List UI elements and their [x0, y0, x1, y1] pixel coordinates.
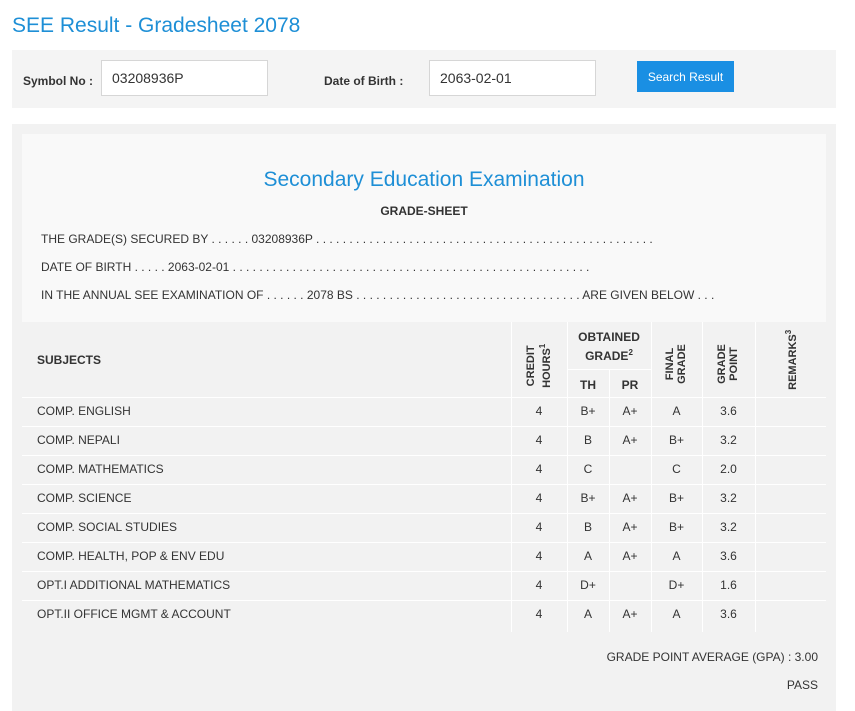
th-grade: B+	[580, 491, 596, 505]
pr-grade: A+	[622, 433, 638, 447]
final-grade: A	[672, 607, 681, 621]
dob-prefix: DATE OF BIRTH . . . . .	[41, 260, 165, 274]
secured-by-suffix: . . . . . . . . . . . . . . . . . . . . . . . . . . . . . . . . . . . . . . . . . . . . . . . . . . .	[316, 232, 653, 246]
th-grade: B+	[580, 404, 596, 418]
summary-area	[22, 632, 826, 711]
gradesheet-panel	[12, 124, 836, 711]
exam-suffix: . . . . . . . . . . . . . . . . . . . . . . . . . . . . . . . . . . ARE GIVEN BELOW . . .	[356, 288, 715, 302]
grade-point-header: GRADE POINT	[716, 344, 740, 384]
grade-point: 3.2	[720, 433, 737, 447]
final-grade-header: FINAL GRADE	[664, 344, 688, 384]
th-grade: D+	[580, 578, 596, 592]
page-title: SEE Result - Gradesheet 2078	[12, 14, 301, 37]
date-of-birth-input[interactable]	[429, 60, 596, 96]
pr-grade: A+	[622, 491, 638, 505]
credit-hours: 4	[535, 520, 543, 534]
grade-point: 3.6	[720, 607, 737, 621]
pr-grade: A+	[622, 549, 638, 563]
credit-hours: 4	[535, 491, 543, 505]
examination-line	[41, 288, 714, 302]
search-form	[12, 50, 836, 108]
credit-hours: 4	[535, 433, 543, 447]
subject-name: OPT.II OFFICE MGMT & ACCOUNT	[37, 607, 231, 621]
grade-point: 3.6	[720, 549, 737, 563]
gradesheet	[22, 134, 826, 711]
remarks-header: REMARKS$^3$	[784, 329, 799, 390]
grade-point: 3.6	[720, 404, 737, 418]
secured-by-value: 03208936P	[251, 232, 313, 246]
grade-point: 2.0	[720, 462, 737, 476]
final-grade: B+	[668, 491, 684, 505]
secured-by-prefix: THE GRADE(S) SECURED BY . . . . . .	[41, 232, 249, 246]
symbol-no-label: Symbol No :	[23, 74, 94, 88]
search-result-button[interactable]: Search Result	[637, 61, 734, 92]
subject-name: OPT.I ADDITIONAL MATHEMATICS	[37, 578, 231, 592]
exam-value: 2078 BS	[306, 288, 353, 302]
th-grade: C	[583, 462, 593, 476]
th-grade: A	[583, 549, 592, 563]
symbol-no-input[interactable]	[101, 60, 268, 96]
final-grade: B+	[668, 433, 684, 447]
final-grade: C	[672, 462, 681, 476]
subject-name: COMP. HEALTH, POP & ENV EDU	[37, 549, 225, 563]
subject-name: COMP. NEPALI	[37, 433, 120, 447]
credit-hours: 4	[535, 404, 543, 418]
credit-hours: 4	[535, 578, 543, 592]
date-of-birth-label: Date of Birth :	[324, 74, 404, 88]
secured-by-line	[41, 232, 653, 246]
obtained-grade-header: OBTAINED GRADE$^2$	[578, 330, 640, 363]
credit-hours: 4	[535, 549, 543, 563]
grade-point: 3.2	[720, 491, 737, 505]
pr-grade: A+	[622, 520, 638, 534]
credit-hours-header: CREDIT HOURS$^1$	[525, 343, 553, 388]
subject-name: COMP. ENGLISH	[37, 404, 131, 418]
result-status: PASS	[786, 678, 818, 692]
sheet-title: Secondary Education Examination	[263, 168, 585, 191]
credit-hours: 4	[535, 607, 543, 621]
date-of-birth-line	[41, 260, 589, 274]
th-grade: B	[583, 433, 592, 447]
final-grade: D+	[668, 578, 685, 592]
final-grade: A	[672, 404, 681, 418]
dob-suffix: . . . . . . . . . . . . . . . . . . . . . . . . . . . . . . . . . . . . . . . . . . . . . . . . . . . . . .	[232, 260, 590, 274]
th-grade: A	[583, 607, 592, 621]
subject-name: COMP. SOCIAL STUDIES	[37, 520, 178, 534]
subject-name: COMP. SCIENCE	[37, 491, 132, 505]
th-header: TH	[580, 378, 596, 392]
exam-prefix: IN THE ANNUAL SEE EXAMINATION OF . . . . . .	[41, 288, 304, 302]
final-grade: B+	[668, 520, 684, 534]
pr-header: PR	[621, 378, 639, 392]
sheet-subtitle: GRADE-SHEET	[380, 204, 468, 218]
grade-point: 1.6	[720, 578, 737, 592]
gpa-text: GRADE POINT AVERAGE (GPA) : 3.00	[606, 650, 818, 664]
final-grade: A	[672, 549, 681, 563]
pr-grade: A+	[622, 607, 638, 621]
th-grade: B	[583, 520, 592, 534]
subjects-header: SUBJECTS	[37, 353, 102, 367]
pr-grade: A+	[622, 404, 638, 418]
subject-name: COMP. MATHEMATICS	[37, 462, 164, 476]
dob-value: 2063-02-01	[167, 260, 230, 274]
grade-point: 3.2	[720, 520, 737, 534]
credit-hours: 4	[535, 462, 543, 476]
